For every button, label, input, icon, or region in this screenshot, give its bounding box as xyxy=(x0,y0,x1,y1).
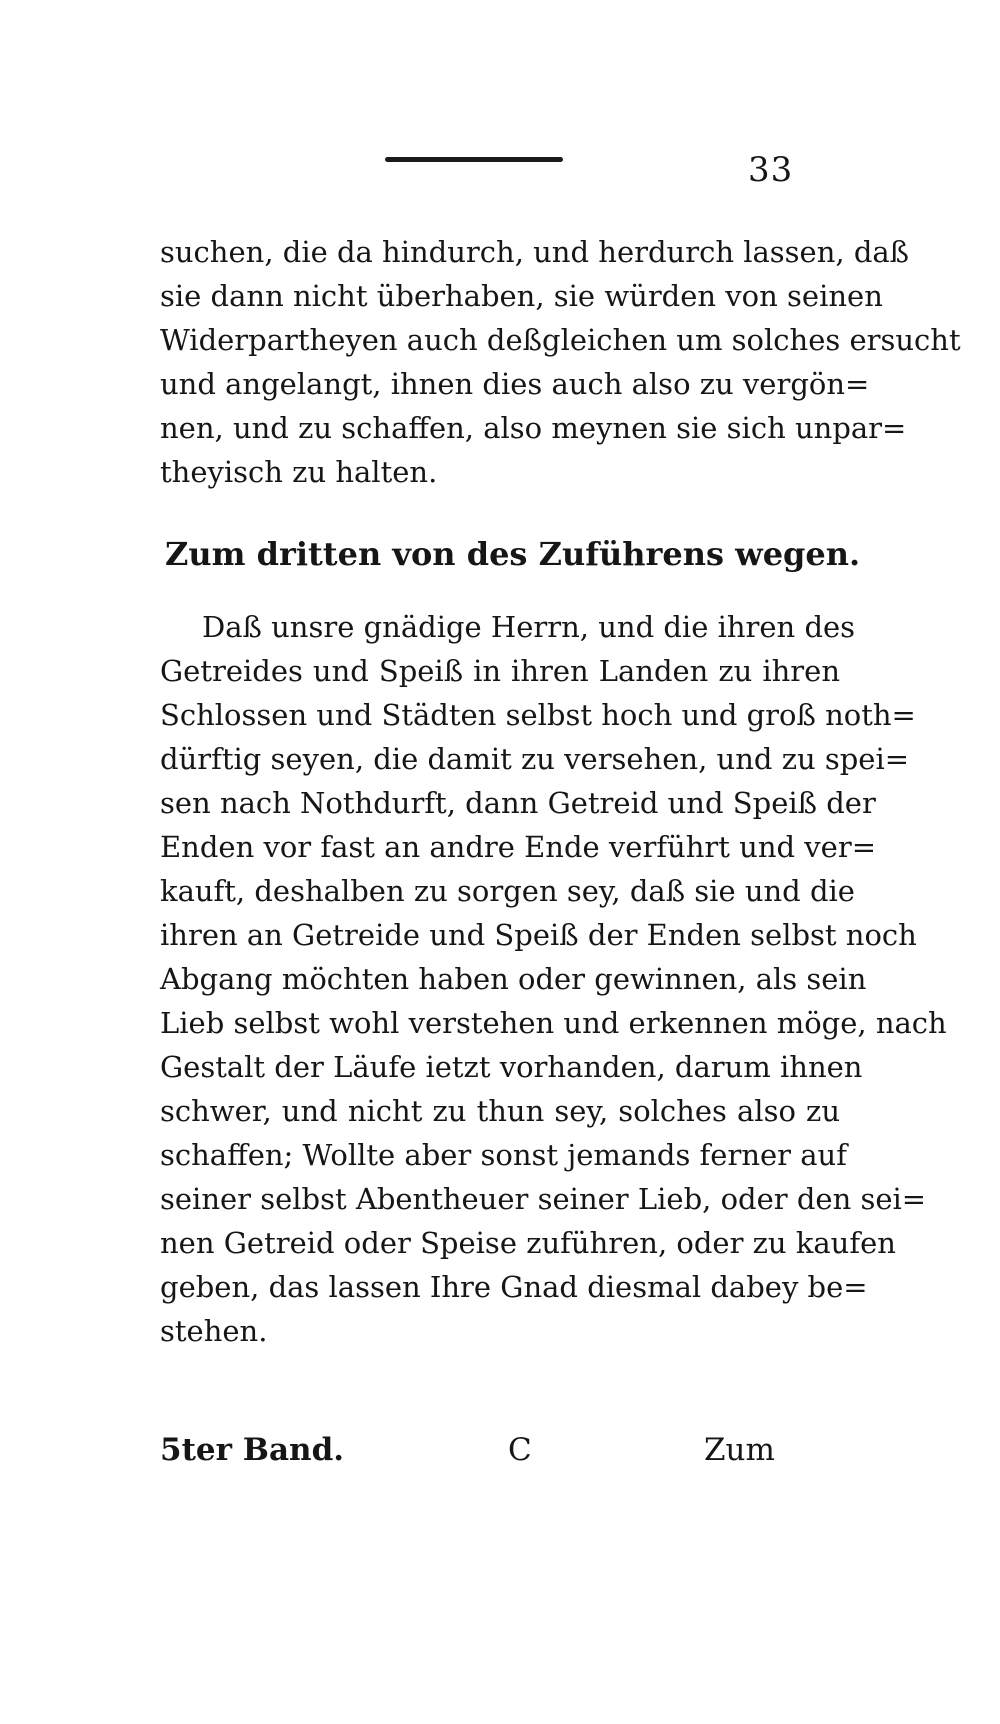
volume-label: 5ter Band. xyxy=(160,1432,345,1468)
text-line: Getreides und Speiß in ihren Landen zu ihren xyxy=(160,654,840,688)
text-line: Widerpartheyen auch deßgleichen um solches ersucht xyxy=(160,323,961,357)
text-line: und angelangt, ihnen dies auch also zu vergön= xyxy=(160,367,870,401)
text-line: schaffen; Wollte aber sonst jemands ferner auf xyxy=(160,1138,847,1172)
page-number: 33 xyxy=(748,150,794,190)
paragraph-2 xyxy=(160,605,947,1353)
text-line: Schlossen und Städten selbst hoch und groß noth= xyxy=(160,698,916,732)
text-line: theyisch zu halten. xyxy=(160,455,438,489)
text-line: kauft, deshalben zu sorgen sey, daß sie und die xyxy=(160,874,855,908)
text-line: Enden vor fast an andre Ende verführt und ver= xyxy=(160,830,876,864)
catchword: Zum xyxy=(704,1432,775,1468)
text-line: stehen. xyxy=(160,1314,268,1348)
text-line: suchen, die da hindurch, und herdurch lassen, daß xyxy=(160,235,910,269)
text-line: Gestalt der Läufe ietzt vorhanden, darum ihnen xyxy=(160,1050,863,1084)
signature-mark: C xyxy=(508,1432,532,1468)
text-line: schwer, und nicht zu thun sey, solches also zu xyxy=(160,1094,840,1128)
section-heading: Zum dritten von des Zuführens wegen. xyxy=(165,535,861,573)
text-line: sie dann nicht überhaben, sie würden von seinen xyxy=(160,279,883,313)
text-line: ihren an Getreide und Speiß der Enden selbst noch xyxy=(160,918,917,952)
text-line: Lieb selbst wohl verstehen und erkennen möge, nach xyxy=(160,1006,947,1040)
text-line: Abgang möchten haben oder gewinnen, als sein xyxy=(160,962,867,996)
text-line: seiner selbst Abentheuer seiner Lieb, oder den sei= xyxy=(160,1182,927,1216)
paragraph-1 xyxy=(160,230,961,494)
text-line: nen, und zu schaffen, also meynen sie sich unpar= xyxy=(160,411,907,445)
text-line: Daß unsre gnädige Herrn, und die ihren des xyxy=(202,610,856,644)
text-line: geben, das lassen Ihre Gnad diesmal dabey be= xyxy=(160,1270,868,1304)
header-rule xyxy=(385,157,563,162)
text-line: sen nach Nothdurft, dann Getreid und Speiß der xyxy=(160,786,876,820)
text-line: dürftig seyen, die damit zu versehen, und zu spei= xyxy=(160,742,910,776)
text-line: nen Getreid oder Speise zuführen, oder zu kaufen xyxy=(160,1226,896,1260)
